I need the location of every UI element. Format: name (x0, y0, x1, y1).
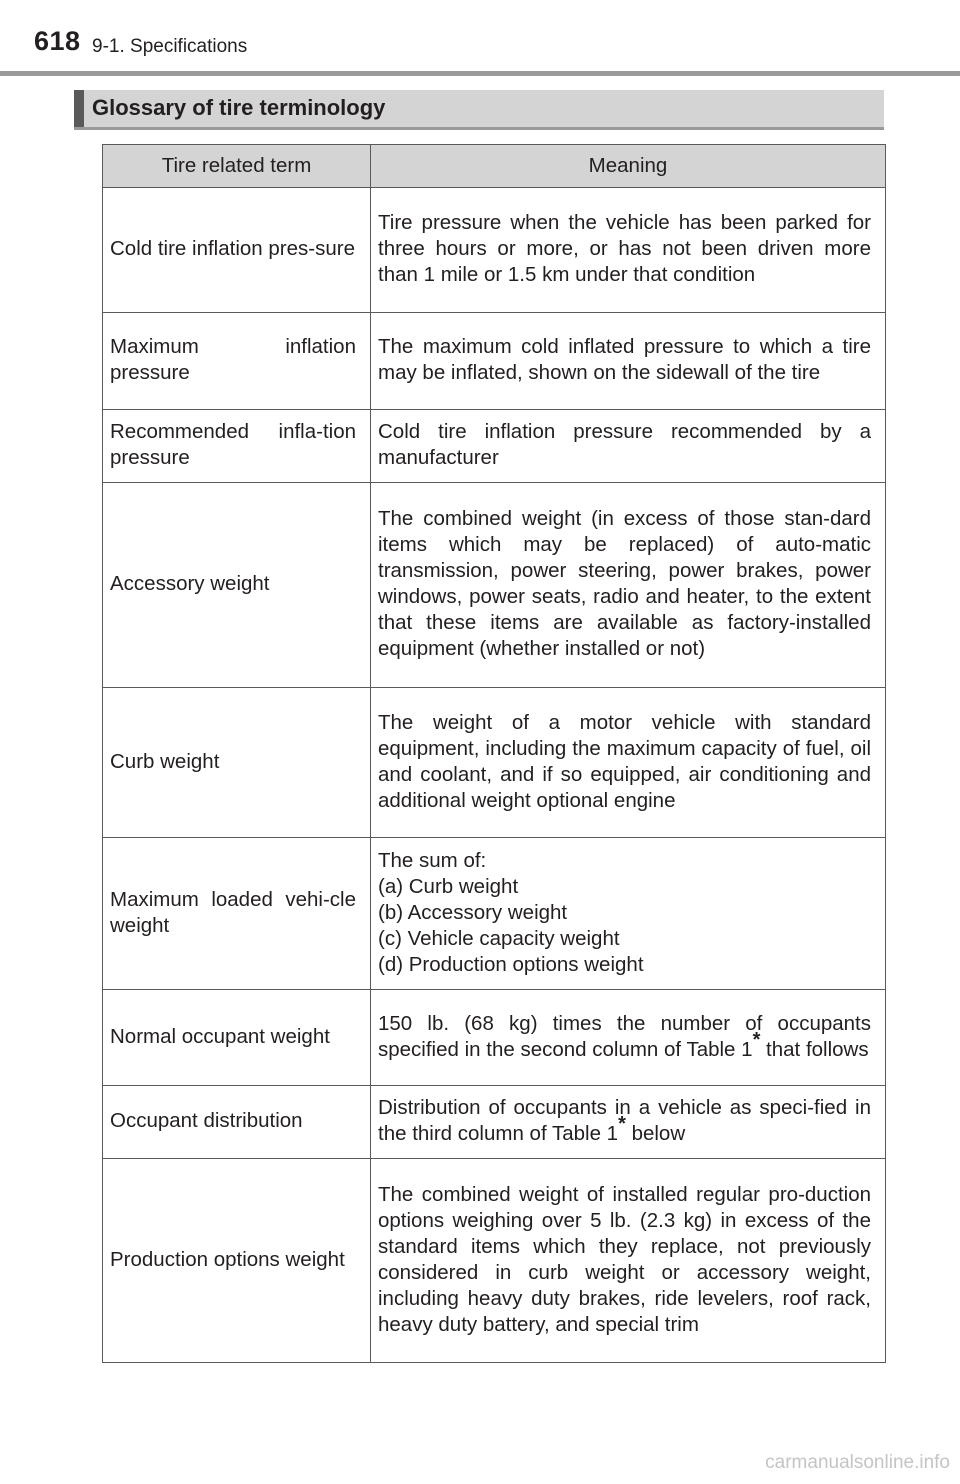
table-row (103, 990, 886, 1086)
watermark: carmanualsonline.info (765, 1452, 950, 1473)
table-row (103, 1159, 886, 1363)
table-row (103, 313, 886, 410)
meaning-line: The sum of: (378, 848, 487, 872)
column-header-meaning: Meaning (371, 145, 886, 188)
column-header-term: Tire related term (103, 145, 371, 188)
meaning-cell: Tire pressure when the vehicle has been parked for three hours or more, or has not been driven more than 1 mile or 1.5 km under that condition (371, 188, 886, 313)
table-row (103, 188, 886, 313)
term-cell: Curb weight (103, 688, 371, 838)
table-row (103, 483, 886, 688)
term-cell: Recommended infla-tion pressure (103, 410, 371, 483)
term-cell: Occupant distribution (103, 1086, 371, 1159)
meaning-cell (371, 838, 886, 990)
meaning-cell: Cold tire inflation pressure recommended by a manufacturer (371, 410, 886, 483)
glossary-table (102, 144, 886, 1363)
glossary-title: Glossary of tire terminology (92, 95, 386, 120)
meaning-cell: The combined weight of installed regular pro-duction options weighing over 5 lb. (2.3 kg) in excess of the standard items which they replace, not previously considered in curb weight or accessory weight, including heavy duty brakes, ride levelers, roof rack, heavy duty battery, and special trim (371, 1159, 886, 1363)
heading-marker (74, 90, 84, 127)
header-rule (0, 71, 960, 76)
table-row (103, 838, 886, 990)
meaning-cell: The maximum cold inflated pressure to which a tire may be inflated, shown on the sidewall of the tire (371, 313, 886, 410)
table-row (103, 410, 886, 483)
meaning-line: (d) Production options weight (378, 952, 644, 976)
term-cell: Normal occupant weight (103, 990, 371, 1086)
meaning-line: (b) Accessory weight (378, 900, 568, 924)
meaning-text: Distribution of occupants in a vehicle as speci-fied in the third column of Table 1 (378, 1096, 871, 1145)
meaning-line: (c) Vehicle capacity weight (378, 926, 620, 950)
glossary-heading-bar (74, 90, 884, 130)
meaning-line: (a) Curb weight (378, 874, 519, 898)
term-cell: Accessory weight (103, 483, 371, 688)
meaning-cell (371, 1086, 886, 1159)
table-header-row (103, 145, 886, 188)
meaning-text: that follows (760, 1037, 869, 1061)
meaning-cell: The combined weight (in excess of those stan-dard items which may be replaced) of auto-matic transmission, power steering, power brakes, power windows, power seats, radio and heater, to the extent that these items are available as factory-installed equipment (whether installed or not) (371, 483, 886, 688)
footnote-asterisk: * (752, 1028, 761, 1051)
table-row (103, 688, 886, 838)
page-number: 618 (34, 26, 81, 56)
section-title: 9-1. Specifications (92, 36, 248, 57)
meaning-cell: The weight of a motor vehicle with standard equipment, including the maximum capacity of fuel, oil and coolant, and if so equipped, air conditioning and additional weight optional engine (371, 688, 886, 838)
term-cell: Maximum loaded vehi-cle weight (103, 838, 371, 990)
term-cell: Cold tire inflation pres-sure (103, 188, 371, 313)
term-cell: Production options weight (103, 1159, 371, 1363)
meaning-text: below (625, 1122, 686, 1145)
table-row (103, 1086, 886, 1159)
footnote-asterisk: * (618, 1113, 626, 1136)
meaning-cell (371, 990, 886, 1086)
meaning-text: 150 lb. (68 kg) times the number of occupants specified in the second column of Table 1 (378, 1011, 871, 1061)
term-cell: Maximum inflation pressure (103, 313, 371, 410)
